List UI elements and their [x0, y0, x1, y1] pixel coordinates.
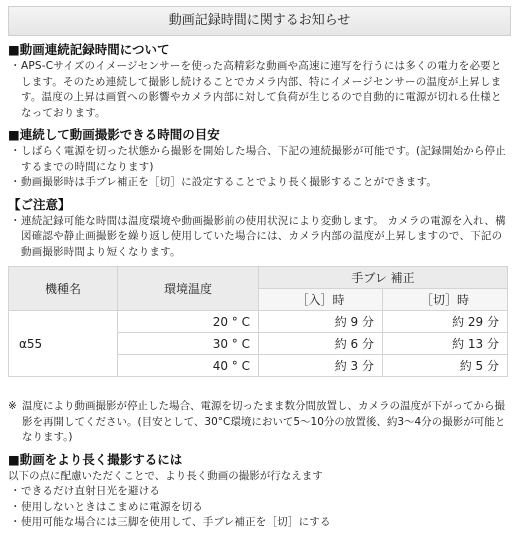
- bullet-mark: ・: [10, 145, 21, 157]
- section-heading-caution: 【ご注意】: [8, 196, 71, 212]
- cell-temp: 30 ° C: [118, 333, 259, 355]
- cell-time-off: 約 13 分: [383, 333, 508, 355]
- section-heading-continuous-recording: ■動画連続記録時間について: [8, 42, 170, 57]
- cell-temp: 40 ° C: [118, 355, 259, 377]
- bullet-text: APS-Cサイズのイメージセンサーを使った高精彩な動画や高速に連写を行うには多くの電力を必要とします。そのため連続して撮影し続けることでカメラ内部、特にイメージセンサーの温度が上昇します。温度の上昇は画質への影響やカメラ内部に対して負荷が生じるので自動的に電源が切れる仕様となっております。: [21, 60, 502, 119]
- cell-temp: 20 ° C: [118, 311, 259, 333]
- section-heading-recording-time-guide: ■連続して動画撮影できる時間の目安: [8, 127, 220, 142]
- footnote-text: 温度により動画撮影が停止した場合、電源を切ったまま数分間放置し、カメラの温度が下がってから撮影を再開してください。(目安として、30°C環境において5～10分の放置後、約3～4分の撮影が可能となります。): [22, 400, 506, 443]
- cell-time-on: 約 6 分: [259, 333, 383, 355]
- bullet-text: 動画撮影時は手ブレ補正を［切］に設定することでより長く撮影することができます。: [21, 176, 438, 188]
- bullet-mark: ・: [10, 516, 21, 528]
- table-row: [9, 311, 508, 333]
- header-stab-off: ［切］時: [383, 289, 508, 311]
- bullet-text: 使用しないときはこまめに電源を切る: [21, 500, 203, 513]
- section-heading-longer-recording: ■動画をより長く撮影するには: [8, 451, 183, 467]
- bullet-mark: ・: [10, 60, 21, 72]
- cell-time-off: 約 29 分: [383, 311, 508, 333]
- list-item: [8, 484, 511, 500]
- footnote-mark: ※: [8, 400, 17, 412]
- model-name: α55: [9, 311, 118, 377]
- header-stab-on: ［入］時: [259, 289, 383, 311]
- bullet-mark: ・: [10, 500, 21, 513]
- header-model: 機種名: [9, 267, 118, 311]
- list-item: [8, 500, 511, 516]
- bullet-text: 連続記録可能な時間は温度環境や動画撮影前の使用状況により変動します。 カメラの電源を入れ、構図確認や静止画撮影を繰り返し使用していた場合には、カメラ内部の温度が上昇しますので、下記の動画撮影時間より短くなります。: [21, 214, 506, 258]
- intro-text: 以下の点に配慮いただくことで、より長く動画の撮影が行なえます: [8, 469, 323, 482]
- list-item: [8, 175, 511, 191]
- cell-time-on: 約 3 分: [259, 355, 383, 377]
- list-item: [8, 144, 511, 175]
- page-title: 動画記録時間に関するお知らせ: [8, 6, 511, 36]
- recording-time-table: [8, 266, 508, 377]
- table-header-row: [9, 267, 508, 289]
- list-item: [8, 214, 511, 261]
- list-item: [8, 59, 511, 121]
- footnote: [8, 399, 511, 446]
- bullet-mark: ・: [10, 485, 21, 497]
- bullet-mark: ・: [10, 176, 21, 188]
- bullet-text: できるだけ直射日光を避ける: [21, 485, 161, 497]
- header-temperature: 環境温度: [118, 267, 259, 311]
- cell-time-on: 約 9 分: [259, 311, 383, 333]
- bullet-mark: ・: [10, 214, 21, 227]
- bullet-text: 使用可能な場合には三脚を使用して、手ブレ補正を［切］にする: [21, 516, 331, 528]
- bullet-text: しばらく電源を切った状態から撮影を開始した場合、下記の連続撮影が可能です。(記録開始から停止するまでの時間になります): [21, 145, 506, 173]
- header-stabilization: 手ブレ 補正: [259, 267, 508, 289]
- cell-time-off: 約 5 分: [383, 355, 508, 377]
- list-item: [8, 515, 511, 531]
